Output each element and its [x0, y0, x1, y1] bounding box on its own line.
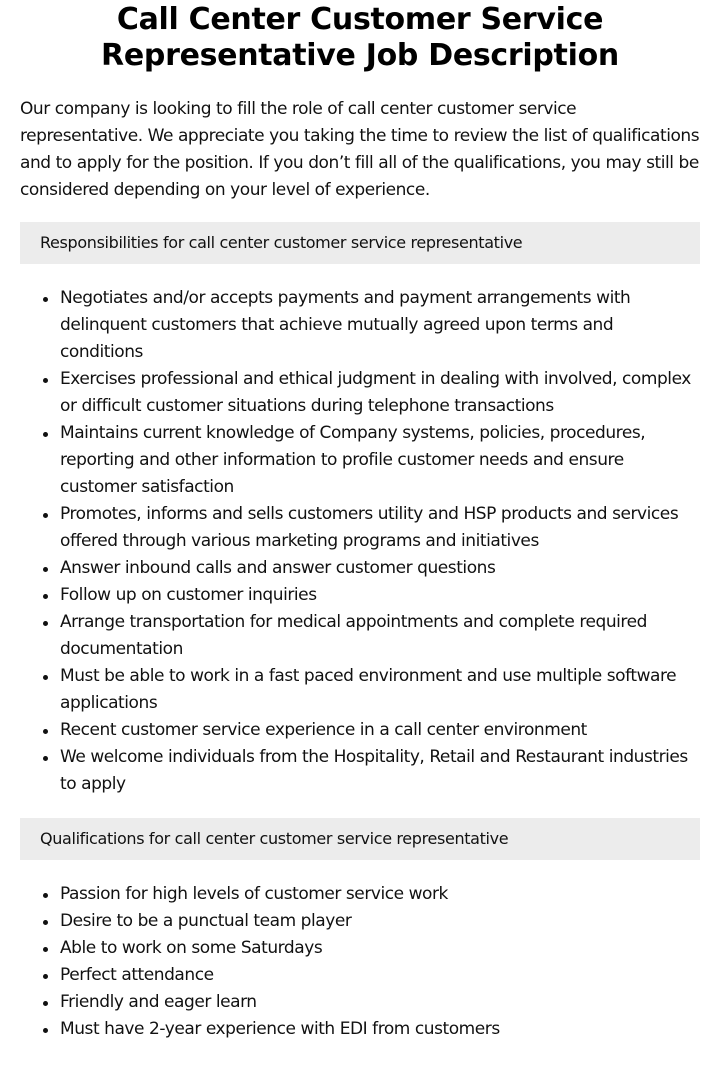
list-item: Desire to be a punctual team player — [60, 908, 700, 935]
list-item: Arrange transportation for medical appointments and complete required documentation — [60, 609, 700, 663]
list-item: Must be able to work in a fast paced environment and use multiple software applications — [60, 663, 700, 717]
list-item: Friendly and eager learn — [60, 989, 700, 1016]
qualifications-heading: Qualifications for call center customer service representative — [20, 818, 700, 860]
qualifications-list — [20, 881, 700, 1043]
list-item: Passion for high levels of customer service work — [60, 881, 700, 908]
list-item: Negotiates and/or accepts payments and payment arrangements with delinquent customers that achieve mutually agreed upon terms and conditions — [60, 285, 700, 366]
list-item: Promotes, informs and sells customers utility and HSP products and services offered through various marketing programs and initiatives — [60, 501, 700, 555]
list-item: We welcome individuals from the Hospitality, Retail and Restaurant industries to apply — [60, 744, 700, 798]
list-item: Able to work on some Saturdays — [60, 935, 700, 962]
list-item: Exercises professional and ethical judgment in dealing with involved, complex or difficult customer situations during telephone transactions — [60, 366, 700, 420]
list-item: Answer inbound calls and answer customer questions — [60, 555, 700, 582]
list-item: Perfect attendance — [60, 962, 700, 989]
list-item: Follow up on customer inquiries — [60, 582, 700, 609]
intro-paragraph: Our company is looking to fill the role of call center customer service representative. We appreciate you taking the time to review the list of qualifications and to apply for the position. If you don’t fill all of the qualifications, you may still be considered depending on your level of experience. — [20, 99, 700, 200]
page-title: Call Center Customer Service Representative Job Description — [101, 2, 619, 73]
list-item: Must have 2-year experience with EDI from customers — [60, 1016, 700, 1043]
responsibilities-heading: Responsibilities for call center customer service representative — [20, 222, 700, 264]
list-item: Recent customer service experience in a call center environment — [60, 717, 700, 744]
responsibilities-list — [20, 285, 700, 798]
list-item: Maintains current knowledge of Company systems, policies, procedures, reporting and other information to profile customer needs and ensure customer satisfaction — [60, 420, 700, 501]
